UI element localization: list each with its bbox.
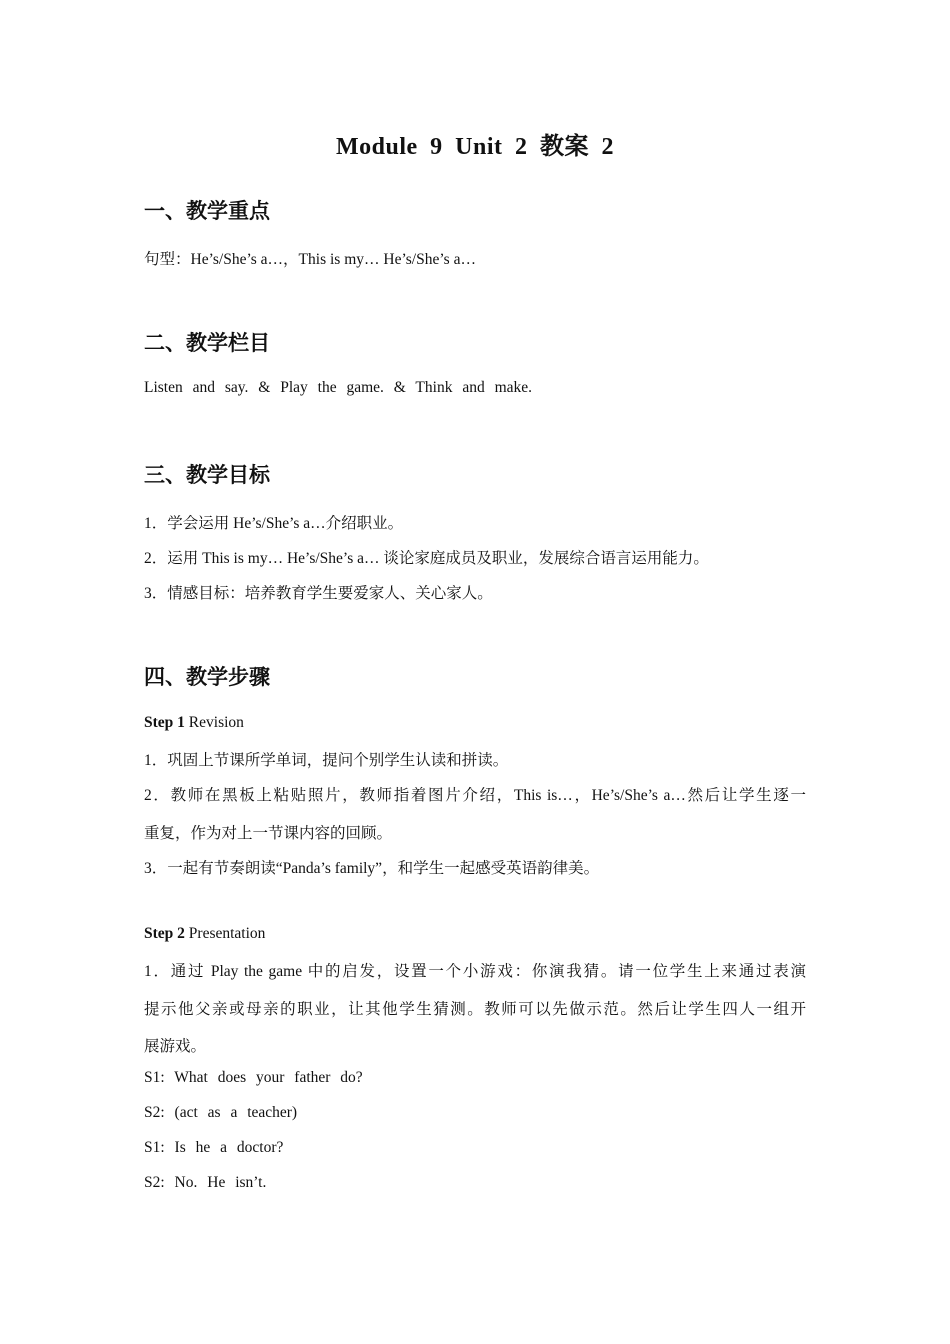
section-heading-columns: 二、教学栏目 <box>144 331 270 355</box>
step-1-line-2: 2．教师在黑板上粘贴照片，教师指着图片介绍，This is…，He’s/She’s a…然后让学生逐一 <box>144 787 806 804</box>
columns-line: Listen and say. & Play the game. & Think and make. <box>144 379 533 396</box>
dialogue-line-4: S2: No. He isn’t. <box>144 1174 267 1191</box>
step-1-line-1: 1．巩固上节课所学单词，提问个别学生认读和拼读。 <box>144 752 509 769</box>
section-heading-steps: 四、教学步骤 <box>144 665 270 689</box>
objective-line-3: 3．情感目标：培养教育学生要爱家人、关心家人。 <box>144 585 493 602</box>
step-2-label: Step 2 <box>144 925 185 942</box>
step-1-name: Revision <box>188 714 244 731</box>
step-1-line-3: 重复，作为对上一节课内容的回顾。 <box>144 825 393 842</box>
document-title: Module 9 Unit 2 教案 2 <box>335 134 614 160</box>
dialogue-line-3: S1: Is he a doctor? <box>144 1139 284 1156</box>
step-2-line-2: 提示他父亲或母亲的职业，让其他学生猜测。教师可以先做示范。然后让学生四人一组开 <box>144 1001 806 1018</box>
objective-line-2: 2．运用 This is my… He’s/She’s a… 谈论家庭成员及职业，发展综合语言运用能力。 <box>144 550 709 567</box>
step-2-line-1: 1．通过 Play the game 中的启发，设置一个小游戏：你演我猜。请一位学生上来通过表演 <box>144 963 806 980</box>
sentence-patterns-line: 句型：He’s/She’s a…，This is my… He’s/She’s a… <box>144 251 476 268</box>
step-1-label: Step 1 <box>144 714 185 731</box>
dialogue-line-2: S2: (act as a teacher) <box>144 1104 298 1121</box>
dialogue-line-1: S1: What does your father do? <box>144 1069 363 1086</box>
step-1-line-4: 3．一起有节奏朗读“Panda’s family”，和学生一起感受英语韵律美。 <box>144 860 600 877</box>
section-heading-key-points: 一、教学重点 <box>144 199 270 223</box>
step-1-header <box>144 714 244 732</box>
step-2-line-3: 展游戏。 <box>144 1038 207 1055</box>
section-heading-objectives: 三、教学目标 <box>144 463 270 487</box>
step-2-name: Presentation <box>188 925 266 942</box>
objective-line-1: 1．学会运用 He’s/She’s a…介绍职业。 <box>144 515 404 532</box>
step-2-header <box>144 925 265 943</box>
